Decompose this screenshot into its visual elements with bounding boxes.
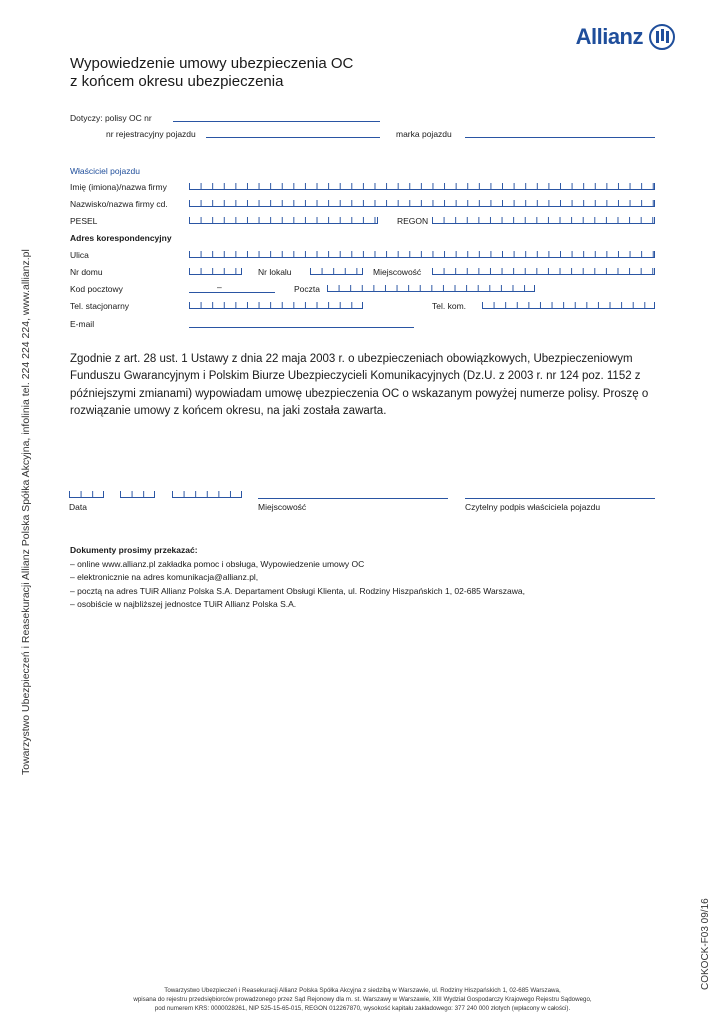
mobile-label: Tel. kom. xyxy=(432,301,467,311)
last-name-field[interactable] xyxy=(189,200,655,207)
house-number-label: Nr domu xyxy=(70,267,103,277)
title-line-1: Wypowiedzenie umowy ubezpieczenia OC xyxy=(70,55,354,72)
logo-text: Allianz xyxy=(575,24,643,49)
landline-field[interactable] xyxy=(189,302,363,309)
signature-city-label: Miejscowość xyxy=(258,502,307,512)
email-label: E-mail xyxy=(70,319,95,329)
apartment-number-field[interactable] xyxy=(310,268,363,275)
regon-field[interactable] xyxy=(432,217,655,224)
house-number-field[interactable] xyxy=(189,268,242,275)
first-name-label: Imię (imiona)/nazwa firmy xyxy=(70,182,167,192)
page-title xyxy=(70,55,353,91)
side-company-info: Towarzystwo Ubezpieczeń i Reasekuracji Allianz Polska Spółka Akcyjna, infolinia tel. 224 224 224, www.allianz.pl xyxy=(20,249,32,775)
vehicle-make-label: marka pojazdu xyxy=(396,129,452,139)
signature-label: Czytelny podpis właściciela pojazdu xyxy=(465,502,601,512)
postal-code-dash: – xyxy=(217,282,222,292)
documents-item: – pocztą na adres TUiR Allianz Polska S.A. Departament Obsługi Klienta, ul. Rodziny Hiszpańskich 1, 02-685 Warszawa, xyxy=(70,585,525,596)
documents-item: – osobiście w najbliższej jednostce TUiR Allianz Polska S.A. xyxy=(70,599,297,610)
street-field[interactable] xyxy=(189,251,655,258)
pesel-field[interactable] xyxy=(189,217,378,224)
allianz-eagle-icon xyxy=(649,24,675,50)
city-label: Miejscowość xyxy=(373,267,422,277)
vehicle-make-field[interactable] xyxy=(465,137,655,138)
policy-number-field[interactable] xyxy=(173,121,380,122)
date-day-field[interactable] xyxy=(69,491,104,498)
postal-code-label: Kod pocztowy xyxy=(70,284,123,294)
footer-line-1: Towarzystwo Ubezpieczeń i Reasekuracji Allianz Polska Spółka Akcyjna z siedzibą w Warszawie, ul. Rodziny Hiszpańskich 1, 02-685 Warszawa, xyxy=(164,987,561,994)
form-code: COKOCK-F03 09/16 xyxy=(700,898,711,990)
email-field[interactable] xyxy=(189,327,414,328)
mobile-field[interactable] xyxy=(482,302,655,309)
city-field[interactable] xyxy=(432,268,655,275)
registration-number-label: nr rejestracyjny pojazdu xyxy=(106,129,196,139)
documents-item: – elektronicznie na adres komunikacja@allianz.pl, xyxy=(70,572,259,583)
date-month-field[interactable] xyxy=(120,491,155,498)
footer-line-3: pod numerem KRS: 0000028261, NIP 525-15-65-015, REGON 012267870, wysokość kapitału zakładowego: 377 240 000 złotych (wpłacony w całości). xyxy=(154,1005,571,1012)
last-name-label: Nazwisko/nazwa firmy cd. xyxy=(70,199,168,209)
allianz-logo xyxy=(576,24,675,50)
landline-label: Tel. stacjonarny xyxy=(70,301,130,311)
postal-code-field[interactable] xyxy=(189,292,275,293)
post-office-field[interactable] xyxy=(327,285,535,292)
apartment-number-label: Nr lokalu xyxy=(258,267,292,277)
post-office-label: Poczta xyxy=(294,284,320,294)
documents-heading: Dokumenty prosimy przekazać: xyxy=(70,545,198,555)
first-name-field[interactable] xyxy=(189,183,655,190)
date-label: Data xyxy=(69,502,87,512)
registration-number-field[interactable] xyxy=(206,137,380,138)
documents-section xyxy=(70,544,590,612)
statement-text: Zgodnie z art. 28 ust. 1 Ustawy z dnia 22 maja 2003 r. o ubezpieczeniach obowiązkowych, Ubezpieczeniowym Funduszu Gwarancyjnym i Polskim Biurze Ubezpieczycieli Komunikacyjnych (Dz.U. z 2003 r. nr 124 poz. 1152 z późniejszymi zmianami) wypowiadam umowę ubezpieczenia OC o wskazanym powyżej numerze polisy. Proszę o rozwiązanie umowy z końcem okresu, na jaki została zawarta. xyxy=(70,353,649,418)
pesel-label: PESEL xyxy=(70,216,98,226)
address-heading: Adres korespondencyjny xyxy=(70,233,172,243)
policy-number-label: Dotyczy: polisy OC nr xyxy=(70,113,152,123)
owner-heading: Właściciel pojazdu xyxy=(70,166,140,176)
title-line-2: z końcem okresu ubezpieczenia xyxy=(70,73,284,90)
footer xyxy=(0,986,725,1013)
street-label: Ulica xyxy=(70,250,89,260)
signature-field[interactable] xyxy=(465,498,655,499)
date-year-field[interactable] xyxy=(172,491,242,498)
documents-item: – online www.allianz.pl zakładka pomoc i obsługa, Wypowiedzenie umowy OC xyxy=(70,558,365,569)
regon-label: REGON xyxy=(397,216,429,226)
signature-city-field[interactable] xyxy=(258,498,448,499)
footer-line-2: wpisana do rejestru przedsiębiorców prowadzonego przez Sąd Rejonowy dla m. st. Warszawy w Warszawie, XIII Wydział Gospodarczy Krajowego Rejestru Sądowego, xyxy=(133,996,592,1003)
